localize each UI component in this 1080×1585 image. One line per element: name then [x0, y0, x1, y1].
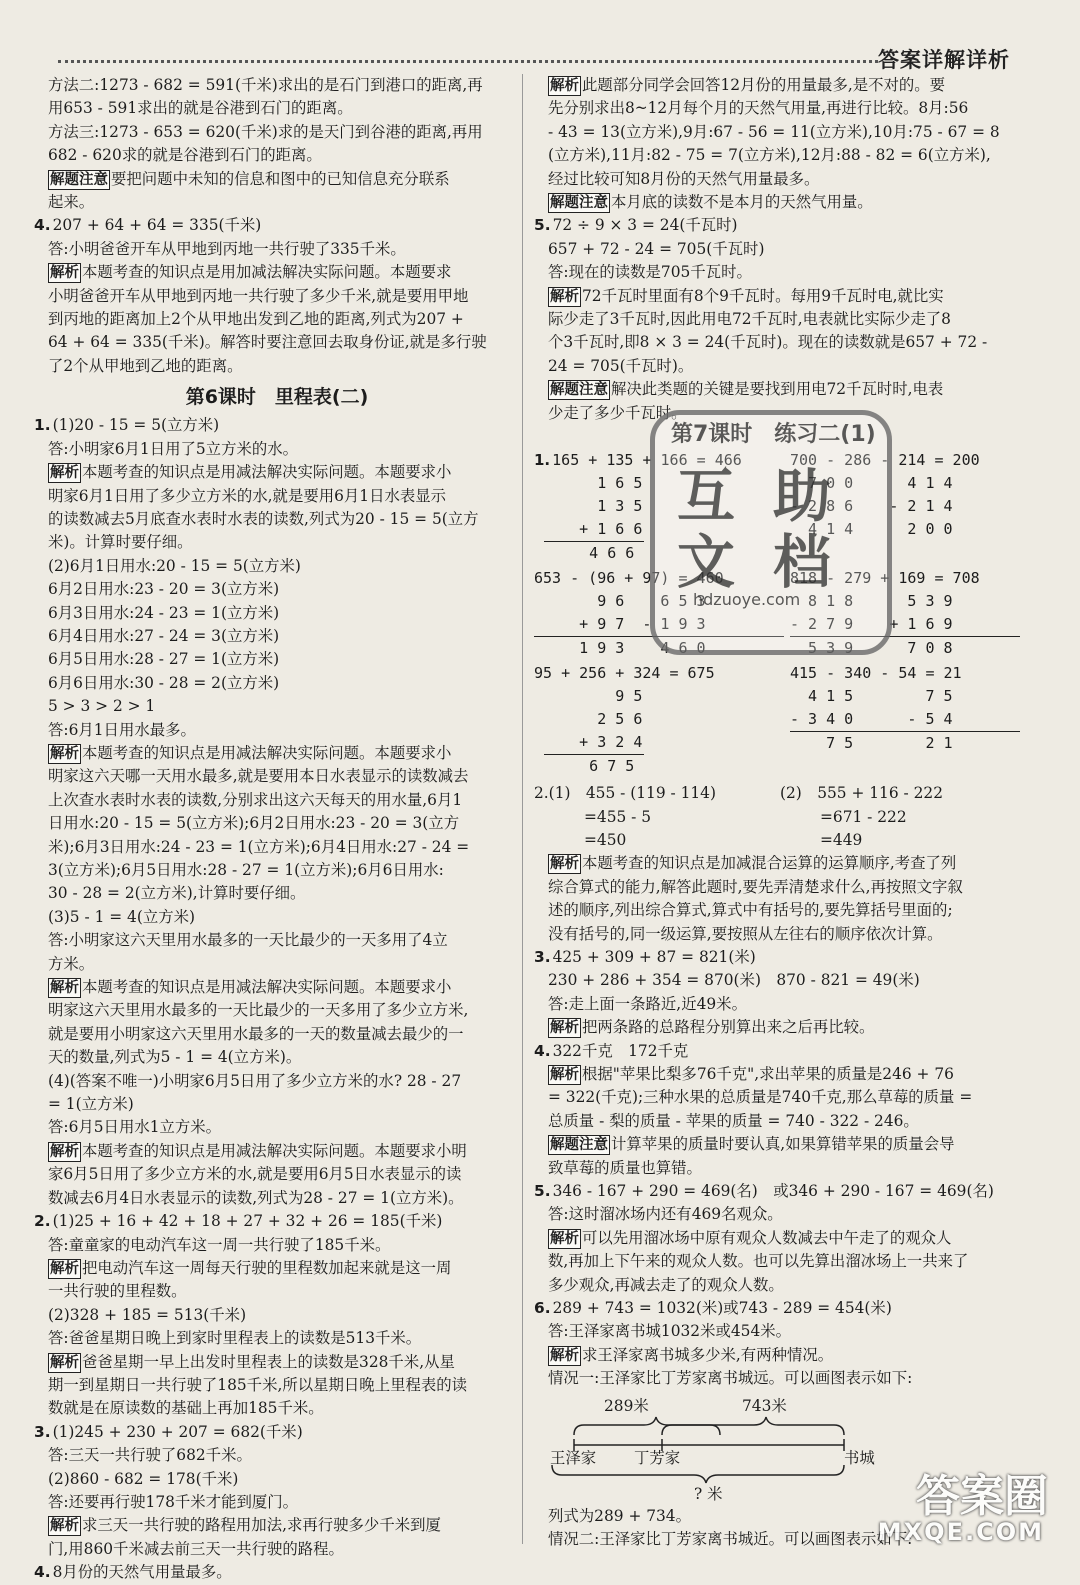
- column-divider: [522, 74, 523, 1544]
- analysis-tag: 解析: [50, 1260, 79, 1277]
- text-line: 数就是在原读数的基础上再加185千米。: [48, 1399, 324, 1418]
- text-line: (2) 555 + 116 - 222: [780, 784, 943, 803]
- note-tag: 解题注意: [550, 382, 608, 399]
- text-line: 4. 8月份的天然气用量最多。: [34, 1563, 232, 1582]
- text-line: 24 = 705(千瓦时)。: [548, 356, 694, 375]
- text-line: 682 - 620求的就是谷港到石门的距离。: [48, 146, 322, 165]
- text-line: =455 - 5: [584, 807, 652, 826]
- watermark-title: 第7课时 练习二(1): [671, 422, 876, 447]
- watermark-char: 档: [773, 528, 832, 596]
- text-line: 解析 本题考查的知识点是用减法解决实际问题。本题要求小: [50, 978, 452, 997]
- text-line: (立方米),11月:82 - 75 = 7(立方米),12月:88 - 82 = 6(立方米),: [548, 146, 991, 165]
- text-line: 64 + 64 = 335(千米)。解答时要注意回去取身份证,就是多行驶: [48, 333, 487, 352]
- text-line: 答:6月5日用水1立方米。: [48, 1118, 222, 1137]
- watermark-char: 文: [677, 528, 736, 596]
- text-line: 情况二:王泽家比丁芳家离书城近。可以画图表示如下:: [548, 1530, 913, 1549]
- text-line: 列式为289 + 734。: [548, 1506, 691, 1525]
- diagram-label: 289米: [604, 1396, 649, 1415]
- text-line: 3(立方米);6月5日用水:28 - 27 = 1(立方米);6月6日用水:: [48, 861, 444, 879]
- text-line: 个3千瓦时,即8 × 3 = 24(千瓦时)。现在的读数就是657 + 72 -: [548, 333, 988, 352]
- text-line: = 1(立方米): [48, 1095, 134, 1114]
- text-line: 方法二:1273 - 682 = 591(千米)求出的是石门到港口的距离,再: [48, 76, 483, 94]
- text-line: 5 > 3 > 2 > 1: [48, 697, 156, 716]
- calc-header: 818 - 279 + 169 = 708: [790, 569, 980, 588]
- calc-digits: 1 3 5: [534, 497, 643, 516]
- text-line: 答:现在的读数是705千瓦时。: [548, 263, 752, 282]
- text-line: 解析 把两条路的总路程分别算出来之后再比较。: [550, 1018, 875, 1037]
- text-line: 答:小明家6月1日用了5立方米的水。: [48, 439, 299, 458]
- page-header-title: 答案详解详析: [878, 48, 1010, 72]
- text-line: 答:这时溜冰场内还有469名观众。: [548, 1205, 783, 1224]
- text-line: 米);6月3日用水:24 - 23 = 1(立方米);6月4日用水:27 - 24 =: [48, 837, 470, 856]
- text-line: 答:还要再行驶178千米才能到厦门。: [48, 1492, 299, 1511]
- text-line: 际少走了3千瓦时,因此用电72千瓦时,电表就比实际少走了8: [548, 310, 951, 329]
- text-line: 解析 本题考查的知识点是加减混合运算的运算顺序,考查了列: [550, 854, 957, 873]
- calc-digits: 6 7 5: [544, 754, 644, 778]
- calc-header: 653 - (96 + 97) = 460: [534, 569, 724, 588]
- site-logo: [877, 1460, 1060, 1552]
- watermark-url: hdzuoye.com: [693, 590, 801, 609]
- text-line: 657 + 72 - 24 = 705(千瓦时): [548, 239, 765, 258]
- watermark-stamp: [650, 410, 892, 655]
- calc-digits: + 1 6 6: [534, 520, 643, 539]
- text-line: 的读数减去5月底查水表时水表的读数,列式为20 - 15 = 5(立方: [48, 509, 479, 528]
- diagram-label: ? 米: [694, 1484, 723, 1503]
- calc-digits: - 2 7 9 + 1 6 9: [790, 615, 953, 634]
- calc-digits: 8 1 8 5 3 9: [790, 592, 953, 611]
- calc-header: 415 - 340 - 54 = 21: [790, 664, 962, 683]
- text-line: 30 - 28 = 2(立方米),计算时要仔细。: [48, 884, 306, 903]
- text-line: 6月2日用水:23 - 20 = 3(立方米): [48, 580, 280, 599]
- text-line: 先分别求出8~12月每个月的天然气用量,再进行比较。8月:56: [548, 99, 969, 118]
- calc-row-3: [534, 662, 1020, 778]
- text-line: 小明爸爸开车从甲地到丙地一共行驶了多少千米,就是要用甲地: [48, 286, 469, 305]
- text-line: 解析 可以先用溜冰场中原有观众人数减去中午走了的观众人: [550, 1228, 952, 1247]
- text-line: 多少观众,再减去走了的观众人数。: [548, 1275, 784, 1294]
- calc-digits: 4 6 6: [544, 541, 644, 565]
- text-line: 6月6日用水:30 - 28 = 2(立方米): [48, 673, 280, 692]
- text-line: 经过比较可知8月份的天然气用量最多。: [548, 169, 820, 188]
- text-line: 答:6月1日用水最多。: [48, 720, 196, 739]
- analysis-tag: 解析: [50, 465, 79, 482]
- analysis-tag: 解析: [550, 1347, 579, 1364]
- watermark-char: 互: [677, 462, 736, 530]
- text-line: 答:童童家的电动汽车这一周一共行驶了185千米。: [48, 1235, 391, 1254]
- text-line: 解析 本题考查的知识点是用减法解决实际问题。本题要求小: [50, 743, 452, 762]
- analysis-tag: 解析: [550, 1066, 579, 1083]
- text-line: 起来。: [48, 193, 95, 212]
- calc-digits: 4 1 5 7 5: [790, 687, 953, 706]
- calc-digits: 5 3 9 7 0 8: [790, 636, 1020, 660]
- text-line: 答:小明家这六天里用水最多的一天比最少的一天多用了4立: [48, 931, 448, 950]
- note-tag: 解题注意: [50, 171, 108, 188]
- calc-digits: 7 0 0 4 1 4: [790, 474, 953, 493]
- text-line: 综合算式的能力,解答此题时,要先弄清楚求什么,再按照文字叙: [548, 877, 963, 896]
- text-line: (4)(答案不唯一)小明家6月5日用了多少立方米的水? 28 - 27: [48, 1071, 462, 1090]
- vertical-calc: [534, 662, 784, 778]
- text-line: 上次查水表时水表的读数,分别求出这六天每天的用水量,6月1: [48, 790, 463, 809]
- analysis-tag: 解析: [50, 265, 79, 282]
- text-line: - 43 = 13(立方米),9月:67 - 56 = 11(立方米),10月:75 - 67 = 8: [548, 122, 1000, 141]
- diagram-label: 丁芳家: [634, 1448, 681, 1467]
- q2-part-1: [534, 782, 774, 852]
- calc-digits: 4 1 4 2 0 0: [790, 520, 953, 539]
- text-line: 2. (1)25 + 16 + 42 + 18 + 27 + 32 + 26 = 185(千米): [34, 1212, 443, 1231]
- calc-digits: 2 5 6: [534, 710, 643, 729]
- text-line: 述的顺序,列出综合算式,算式中有括号的,要先算括号里面的;: [548, 901, 953, 920]
- text-line: 解题注意 要把问题中未知的信息和图中的已知信息充分联系: [50, 169, 450, 188]
- text-line: (2)6月1日用水:20 - 15 = 5(立方米): [48, 556, 301, 575]
- text-line: 3. 425 + 309 + 87 = 821(米): [534, 947, 756, 966]
- text-line: 解析 本题考查的知识点是用减法解决实际问题。本题要求小: [50, 463, 452, 482]
- calc-row-q2: [534, 782, 1020, 852]
- text-line: 解析 本题考查的知识点是用加减法解决实际问题。本题要求: [50, 263, 452, 282]
- calc-digits: 7 5 2 1: [790, 731, 1020, 755]
- text-line: 6月5日用水:28 - 27 = 1(立方米): [48, 650, 280, 669]
- logo-text: 答案圈: [916, 1471, 1048, 1522]
- text-line: =450: [584, 830, 627, 849]
- text-line: 数,再加上下午来的观众人数。也可以先算出溜冰场上一共来了: [548, 1252, 969, 1271]
- text-line: = 322(千克);三种水果的总质量是740千克,那么草莓的质量 =: [548, 1088, 973, 1107]
- note-tag: 解题注意: [550, 1137, 608, 1154]
- text-line: 天的数量,列式为5 - 1 = 4(立方米)。: [48, 1048, 302, 1067]
- left-column: [34, 74, 520, 1585]
- calc-header: 1. 165 + 135 + 166 = 466: [534, 451, 742, 470]
- calc-digits: + 3 2 4: [534, 733, 643, 752]
- text-line: 家6月5日用了多少立方米的水,就是要用6月5日水表显示的读: [48, 1165, 462, 1184]
- text-line: =449: [820, 830, 863, 849]
- text-line: 解题注意 计算苹果的质量时要认真,如果算错苹果的质量会导: [550, 1135, 955, 1154]
- text-line: 1. (1)20 - 15 = 5(立方米): [34, 416, 220, 435]
- text-line: 6月3日用水:24 - 23 = 1(立方米): [48, 603, 280, 622]
- calc-digits: 1 6 5: [534, 474, 643, 493]
- analysis-tag: 解析: [550, 1020, 579, 1037]
- text-line: 5. 346 - 167 + 290 = 469(名) 或346 + 290 - 167 = 469(名): [534, 1182, 994, 1200]
- text-line: 情况一:王泽家比丁芳家离书城远。可以画图表示如下:: [548, 1369, 913, 1388]
- analysis-tag: 解析: [550, 288, 579, 305]
- text-line: 5. 72 ÷ 9 × 3 = 24(千瓦时): [534, 216, 738, 235]
- analysis-tag: 解析: [50, 1518, 79, 1535]
- text-line: 解析 把电动汽车这一周每天行驶的里程数加起来就是这一周: [50, 1258, 452, 1277]
- text-line: 答:三天一共行驶了682千米。: [48, 1446, 252, 1465]
- text-line: 6月4日用水:27 - 24 = 3(立方米): [48, 626, 280, 645]
- text-line: 2.(1) 455 - (119 - 114): [534, 784, 716, 803]
- text-line: 解析 此题部分同学会回答12月份的用量最多,是不对的。要: [550, 76, 946, 94]
- text-line: 4. 322千克 172千克: [534, 1041, 689, 1060]
- text-line: 日用水:20 - 15 = 5(立方米);6月2日用水:23 - 20 = 3(立方: [48, 814, 460, 833]
- diagram-label: 王泽家: [550, 1448, 597, 1467]
- text-line: 答:小明爸爸开车从甲地到丙地一共行驶了335千米。: [48, 239, 406, 258]
- text-line: 用653 - 591求出的就是谷港到石门的距离。: [48, 99, 353, 118]
- text-line: 3. (1)245 + 230 + 207 = 682(千米): [34, 1422, 303, 1441]
- analysis-tag: 解析: [550, 1230, 579, 1247]
- text-line: 答:王泽家离书城1032米或454米。: [548, 1322, 792, 1341]
- text-line: 没有括号的,同一级运算,要按照从左往右的顺序依次计算。: [548, 924, 943, 943]
- q2-part-2: [780, 782, 1020, 852]
- text-line: 解题注意 本月底的读数不是本月的天然气用量。: [550, 193, 873, 212]
- analysis-tag: 解析: [50, 745, 79, 762]
- header-rule: [58, 60, 878, 63]
- text-line: (3)5 - 1 = 4(立方米): [48, 907, 196, 926]
- text-line: 期一到星期日一共行驶了185千米,所以星期日晚上里程表的读: [48, 1375, 468, 1394]
- text-line: 解析 爸爸星期一早上出发时里程表上的读数是328千米,从星: [50, 1352, 455, 1371]
- watermark-char: 助: [773, 462, 832, 530]
- text-line: 方米。: [48, 954, 95, 973]
- text-line: 门,用860千米减去前三天一共行驶的路程。: [48, 1539, 344, 1558]
- text-line: 明家这六天里用水最多的一天比最少的一天多用了多少立方米,: [48, 1001, 469, 1020]
- analysis-tag: 解析: [50, 980, 79, 997]
- text-line: 明家这六天哪一天用水最多,就是要用本日水表显示的读数减去: [48, 767, 469, 786]
- calc-digits: - 2 8 6 - 2 1 4: [790, 497, 953, 516]
- text-line: (2)860 - 682 = 178(千米): [48, 1469, 239, 1488]
- diagram-label: 书城: [844, 1448, 875, 1467]
- text-line: 解析 求王泽家离书城多少米,有两种情况。: [550, 1345, 834, 1364]
- text-line: 方法三:1273 - 653 = 620(千米)求的是天门到谷港的距离,再用: [48, 122, 483, 141]
- logo-domain: MXQE.COM: [877, 1518, 1044, 1546]
- text-line: 解析 根据"苹果比梨多76千克",求出苹果的质量是246 + 76: [550, 1064, 954, 1083]
- calc-digits: + 9 7 - 1 9 3: [534, 615, 706, 634]
- text-line: 就是要用小明家这六天里用水最多的一天的数量减去最少的一: [48, 1024, 464, 1043]
- analysis-tag: 解析: [550, 856, 579, 873]
- text-line: 总质量 - 梨的质量 - 苹果的质量 = 740 - 322 - 246。: [548, 1111, 919, 1130]
- calc-header: 95 + 256 + 324 = 675: [534, 664, 715, 683]
- text-line: (2)328 + 185 = 513(千米): [48, 1305, 247, 1324]
- text-line: 4. 207 + 64 + 64 = 335(千米): [34, 216, 262, 235]
- analysis-tag: 解析: [50, 1354, 79, 1371]
- text-line: 了2个从甲地到乙地的距离。: [48, 356, 243, 375]
- calc-digits: 9 5: [534, 687, 643, 706]
- text-line: 数减去6月4日水表显示的读数,列式为28 - 27 = 1(立方米)。: [48, 1188, 464, 1207]
- calc-digits: 9 6 6 5 3: [534, 592, 706, 611]
- calc-digits: 1 9 3 4 6 0: [534, 636, 784, 660]
- text-line: 解析 本题考查的知识点是用减法解决实际问题。本题要求小明: [50, 1141, 467, 1160]
- analysis-tag: 解析: [550, 78, 579, 94]
- text-line: 6. 289 + 743 = 1032(米)或743 - 289 = 454(米): [534, 1299, 892, 1318]
- text-line: 230 + 286 + 354 = 870(米) 870 - 821 = 49(米): [548, 971, 920, 990]
- text-line: 答:走上面一条路近,近49米。: [548, 994, 747, 1013]
- text-line: 到丙地的距离加上2个从甲地出发到乙地的距离,列式为207 +: [48, 310, 464, 329]
- text-line: 答:爸爸星期日晚上到家时里程表上的读数是513千米。: [48, 1329, 422, 1348]
- text-line: 解析 72千瓦时里面有8个9千瓦时。每用9千瓦时电,就比实: [550, 286, 944, 305]
- diagram-label: 743米: [742, 1396, 787, 1415]
- right-column: [534, 74, 1020, 1551]
- analysis-tag: 解析: [50, 1143, 79, 1160]
- vertical-calc: [790, 662, 1020, 778]
- text-line: 一共行驶的里程数。: [48, 1282, 187, 1301]
- text-line: 米)。计算时要仔细。: [48, 533, 193, 552]
- text-line: =671 - 222: [820, 807, 907, 826]
- text-line: 解析 求三天一共行驶的路程用加法,求再行驶多少千米到厦: [50, 1516, 441, 1535]
- note-tag: 解题注意: [550, 195, 608, 212]
- calc-header: 700 - 286 - 214 = 200: [790, 451, 980, 470]
- text-line: 解题注意 解决此类题的关键是要找到用电72千瓦时时,电表: [550, 380, 944, 399]
- text-line: 少走了多少千瓦时。: [548, 403, 687, 422]
- lesson-title: 第6课时 里程表(二): [185, 386, 369, 409]
- text-line: 致草莓的质量也算错。: [548, 1158, 702, 1177]
- calc-digits: - 3 4 0 - 5 4: [790, 710, 953, 729]
- text-line: 明家6月1日用了多少立方米的水,就是要用6月1日水表显示: [48, 486, 447, 505]
